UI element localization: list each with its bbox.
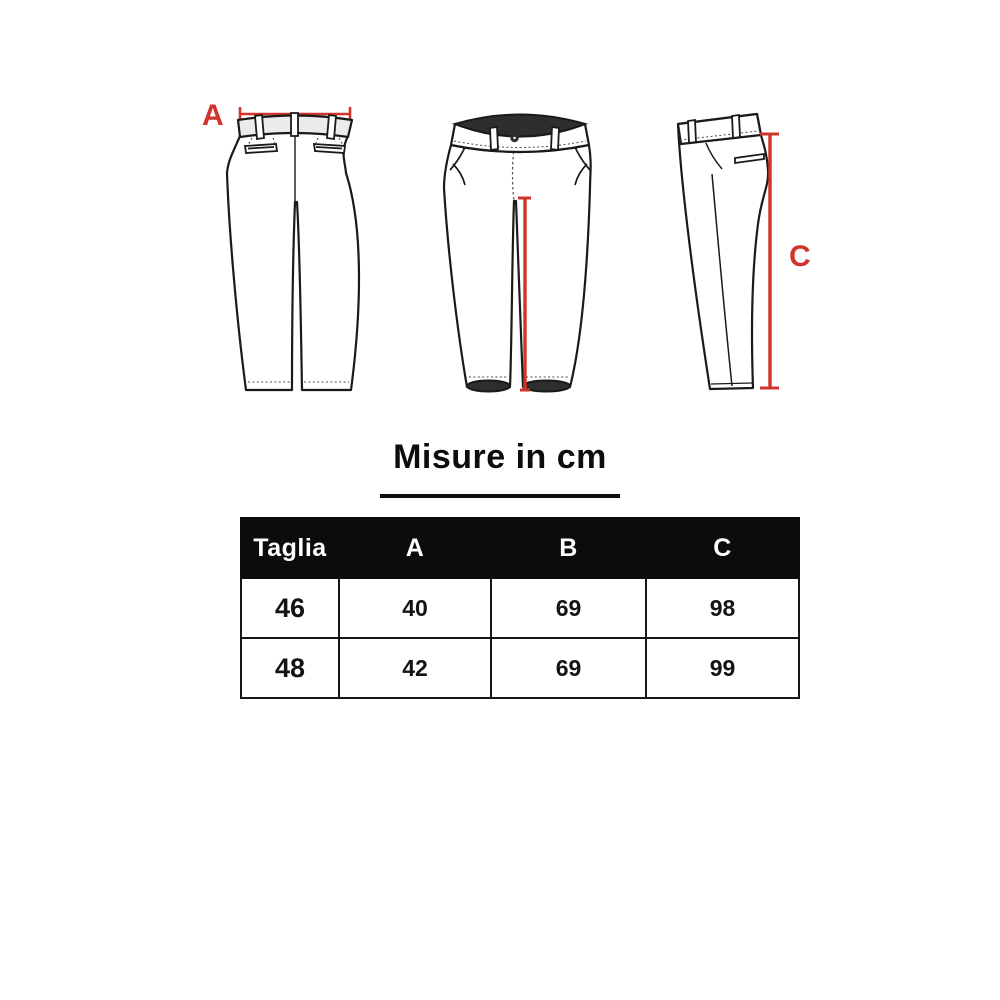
cell-46-b: 69 [491, 578, 646, 638]
header-c: C [646, 518, 799, 578]
size-table [240, 517, 800, 699]
pants-front-body [444, 145, 591, 387]
measurement-label-a: A [202, 99, 224, 132]
cell-size-48: 48 [241, 638, 339, 698]
title-underline [380, 494, 620, 498]
cell-48-a: 42 [339, 638, 491, 698]
cell-48-c: 99 [646, 638, 799, 698]
pants-back-body [227, 132, 359, 390]
page-title: Misure in cm [393, 438, 607, 476]
header-b: B [491, 518, 646, 578]
cell-48-b: 69 [491, 638, 646, 698]
pants-front-view-drawing [438, 103, 603, 405]
pants-back-view-drawing [198, 90, 376, 408]
hem-openings [467, 381, 570, 392]
cell-size-46: 46 [241, 578, 339, 638]
cell-46-c: 98 [646, 578, 799, 638]
waist-button [510, 134, 518, 142]
size-row-46 [241, 578, 799, 638]
header-taglia: Taglia [241, 518, 339, 578]
size-table-header-row [241, 518, 799, 578]
measurement-label-c: C [789, 240, 811, 273]
title-block [300, 438, 700, 498]
size-row-48 [241, 638, 799, 698]
header-a: A [339, 518, 491, 578]
cell-46-a: 40 [339, 578, 491, 638]
pants-side-view-drawing [648, 98, 800, 400]
